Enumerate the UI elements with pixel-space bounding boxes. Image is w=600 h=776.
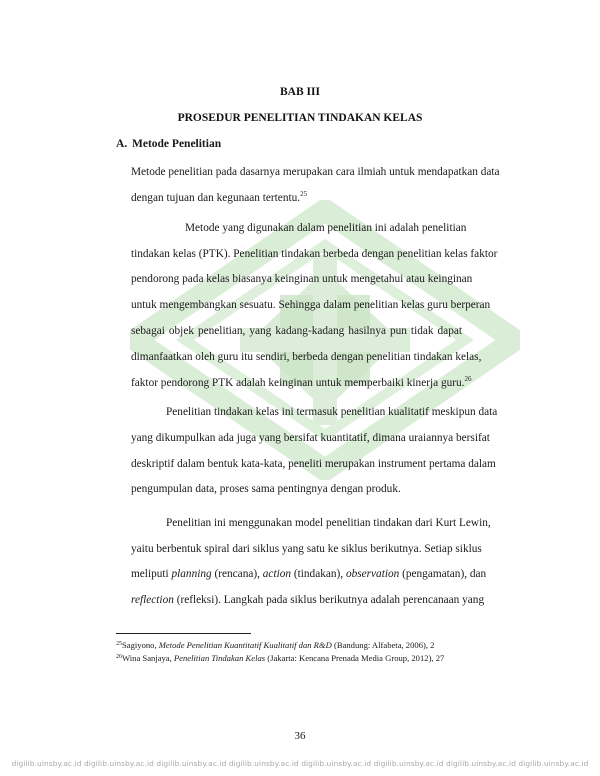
footnote-26-num: 26 xyxy=(116,654,122,660)
p3-line-3: deskriptif dalam bentuk kata-kata, peneliti merupakan instrument pertama dalam xyxy=(131,458,496,470)
p2-line-1: Metode yang digunakan dalam penelitian ini adalah penelitian xyxy=(185,222,467,234)
p2-line-2: tindakan kelas (PTK). Penelitian tindakan berbeda dengan penelitian kelas faktor xyxy=(131,248,498,260)
p4-line-4 xyxy=(131,593,485,607)
p3-line-2: yang dikumpulkan ada juga yang bersifat kuantitatif, dimana uraiannya bersifat xyxy=(131,432,490,444)
section-title: Metode Penelitian xyxy=(132,138,222,150)
page-number: 36 xyxy=(294,730,306,742)
term-reflection: reflection xyxy=(131,594,174,606)
footnote-26-title: Penelitian Tindakan Kelas xyxy=(173,653,266,663)
p3-line-4: pengumpulan data, proses sama pentingnya dengan produk. xyxy=(131,483,401,495)
p4-line-2: yaitu berbentuk spiral dari siklus yang satu ke siklus berikutnya. Setiap siklus xyxy=(131,543,482,555)
p4-l3-c: (tindakan), xyxy=(291,568,346,580)
p1-line-2 xyxy=(131,191,307,205)
footnote-25-author: Sagiyono, xyxy=(122,640,159,650)
section-heading xyxy=(116,138,221,150)
footnote-separator xyxy=(116,633,251,634)
p2-line-7-text: faktor pendorong PTK adalah keinginan untuk memperbaiki kinerja guru. xyxy=(131,377,465,389)
p2-line-5: sebagai objek penelitian, yang kadang-kadang hasilnya pun tidak dapat xyxy=(131,325,462,337)
section-letter: A. xyxy=(116,138,128,150)
footnote-ref-25[interactable]: 25 xyxy=(300,190,308,198)
p1-line-2-text: dengan tujuan dan kegunaan tertentu. xyxy=(131,192,301,204)
p4-l3-b: (rencana), xyxy=(211,568,263,580)
footnote-25-rest: (Bandung: Alfabeta, 2006), 2 xyxy=(331,640,435,650)
p3-line-1: Penelitian tindakan kelas ini termasuk penelitian kualitatif meskipun data xyxy=(166,406,498,418)
p2-line-6: dimanfaatkan oleh guru itu sendiri, berbeda dengan penelitian tindakan kelas, xyxy=(131,351,482,363)
term-observation: observation xyxy=(345,568,400,580)
p4-l4-a: (refleksi). Langkah pada siklus berikutnya adalah perencanaan yang xyxy=(173,594,485,606)
chapter-number: BAB III xyxy=(280,86,320,98)
footnote-25 xyxy=(116,640,434,650)
footnote-26-author: Wina Sanjaya, xyxy=(122,653,174,663)
p2-line-4: untuk mengembangkan sesuatu. Sehingga dalam penelitian kelas guru berperan xyxy=(131,299,491,311)
footnote-26-rest: (Jakarta: Kencana Prenada Media Group, 2012), 27 xyxy=(265,653,445,663)
p2-line-7 xyxy=(131,376,471,390)
footnote-25-title: Metode Penelitian Kuantitatif Kualitatif dan R&D xyxy=(158,640,332,650)
footnote-ref-26[interactable]: 26 xyxy=(464,375,472,383)
p4-l3-a: meliputi xyxy=(131,568,172,580)
footer-watermark-text: digilib.uinsby.ac.id digilib.uinsby.ac.id digilib.uinsby.ac.id digilib.uinsby.ac.id digilib.uinsby.ac.id digilib.uinsby.ac.id digilib.uinsby.ac.id digilib.uinsby.ac.id xyxy=(11,759,589,768)
chapter-title: PROSEDUR PENELITIAN TINDAKAN KELAS xyxy=(177,112,423,124)
term-action: action xyxy=(262,568,292,580)
p4-line-1: Penelitian ini menggunakan model penelitian tindakan dari Kurt Lewin, xyxy=(166,517,491,529)
term-planning: planning xyxy=(171,568,212,580)
p2-line-3: pendorong pada kelas biasanya keinginan untuk mengetahui atau keinginan xyxy=(131,273,473,285)
footnote-26 xyxy=(116,653,444,663)
p1-line-1: Metode penelitian pada dasarnya merupakan cara ilmiah untuk mendapatkan data xyxy=(131,166,500,178)
p4-l3-d: (pengamatan), dan xyxy=(399,568,487,580)
footnote-25-num: 25 xyxy=(116,641,122,647)
p4-line-3 xyxy=(131,567,487,581)
